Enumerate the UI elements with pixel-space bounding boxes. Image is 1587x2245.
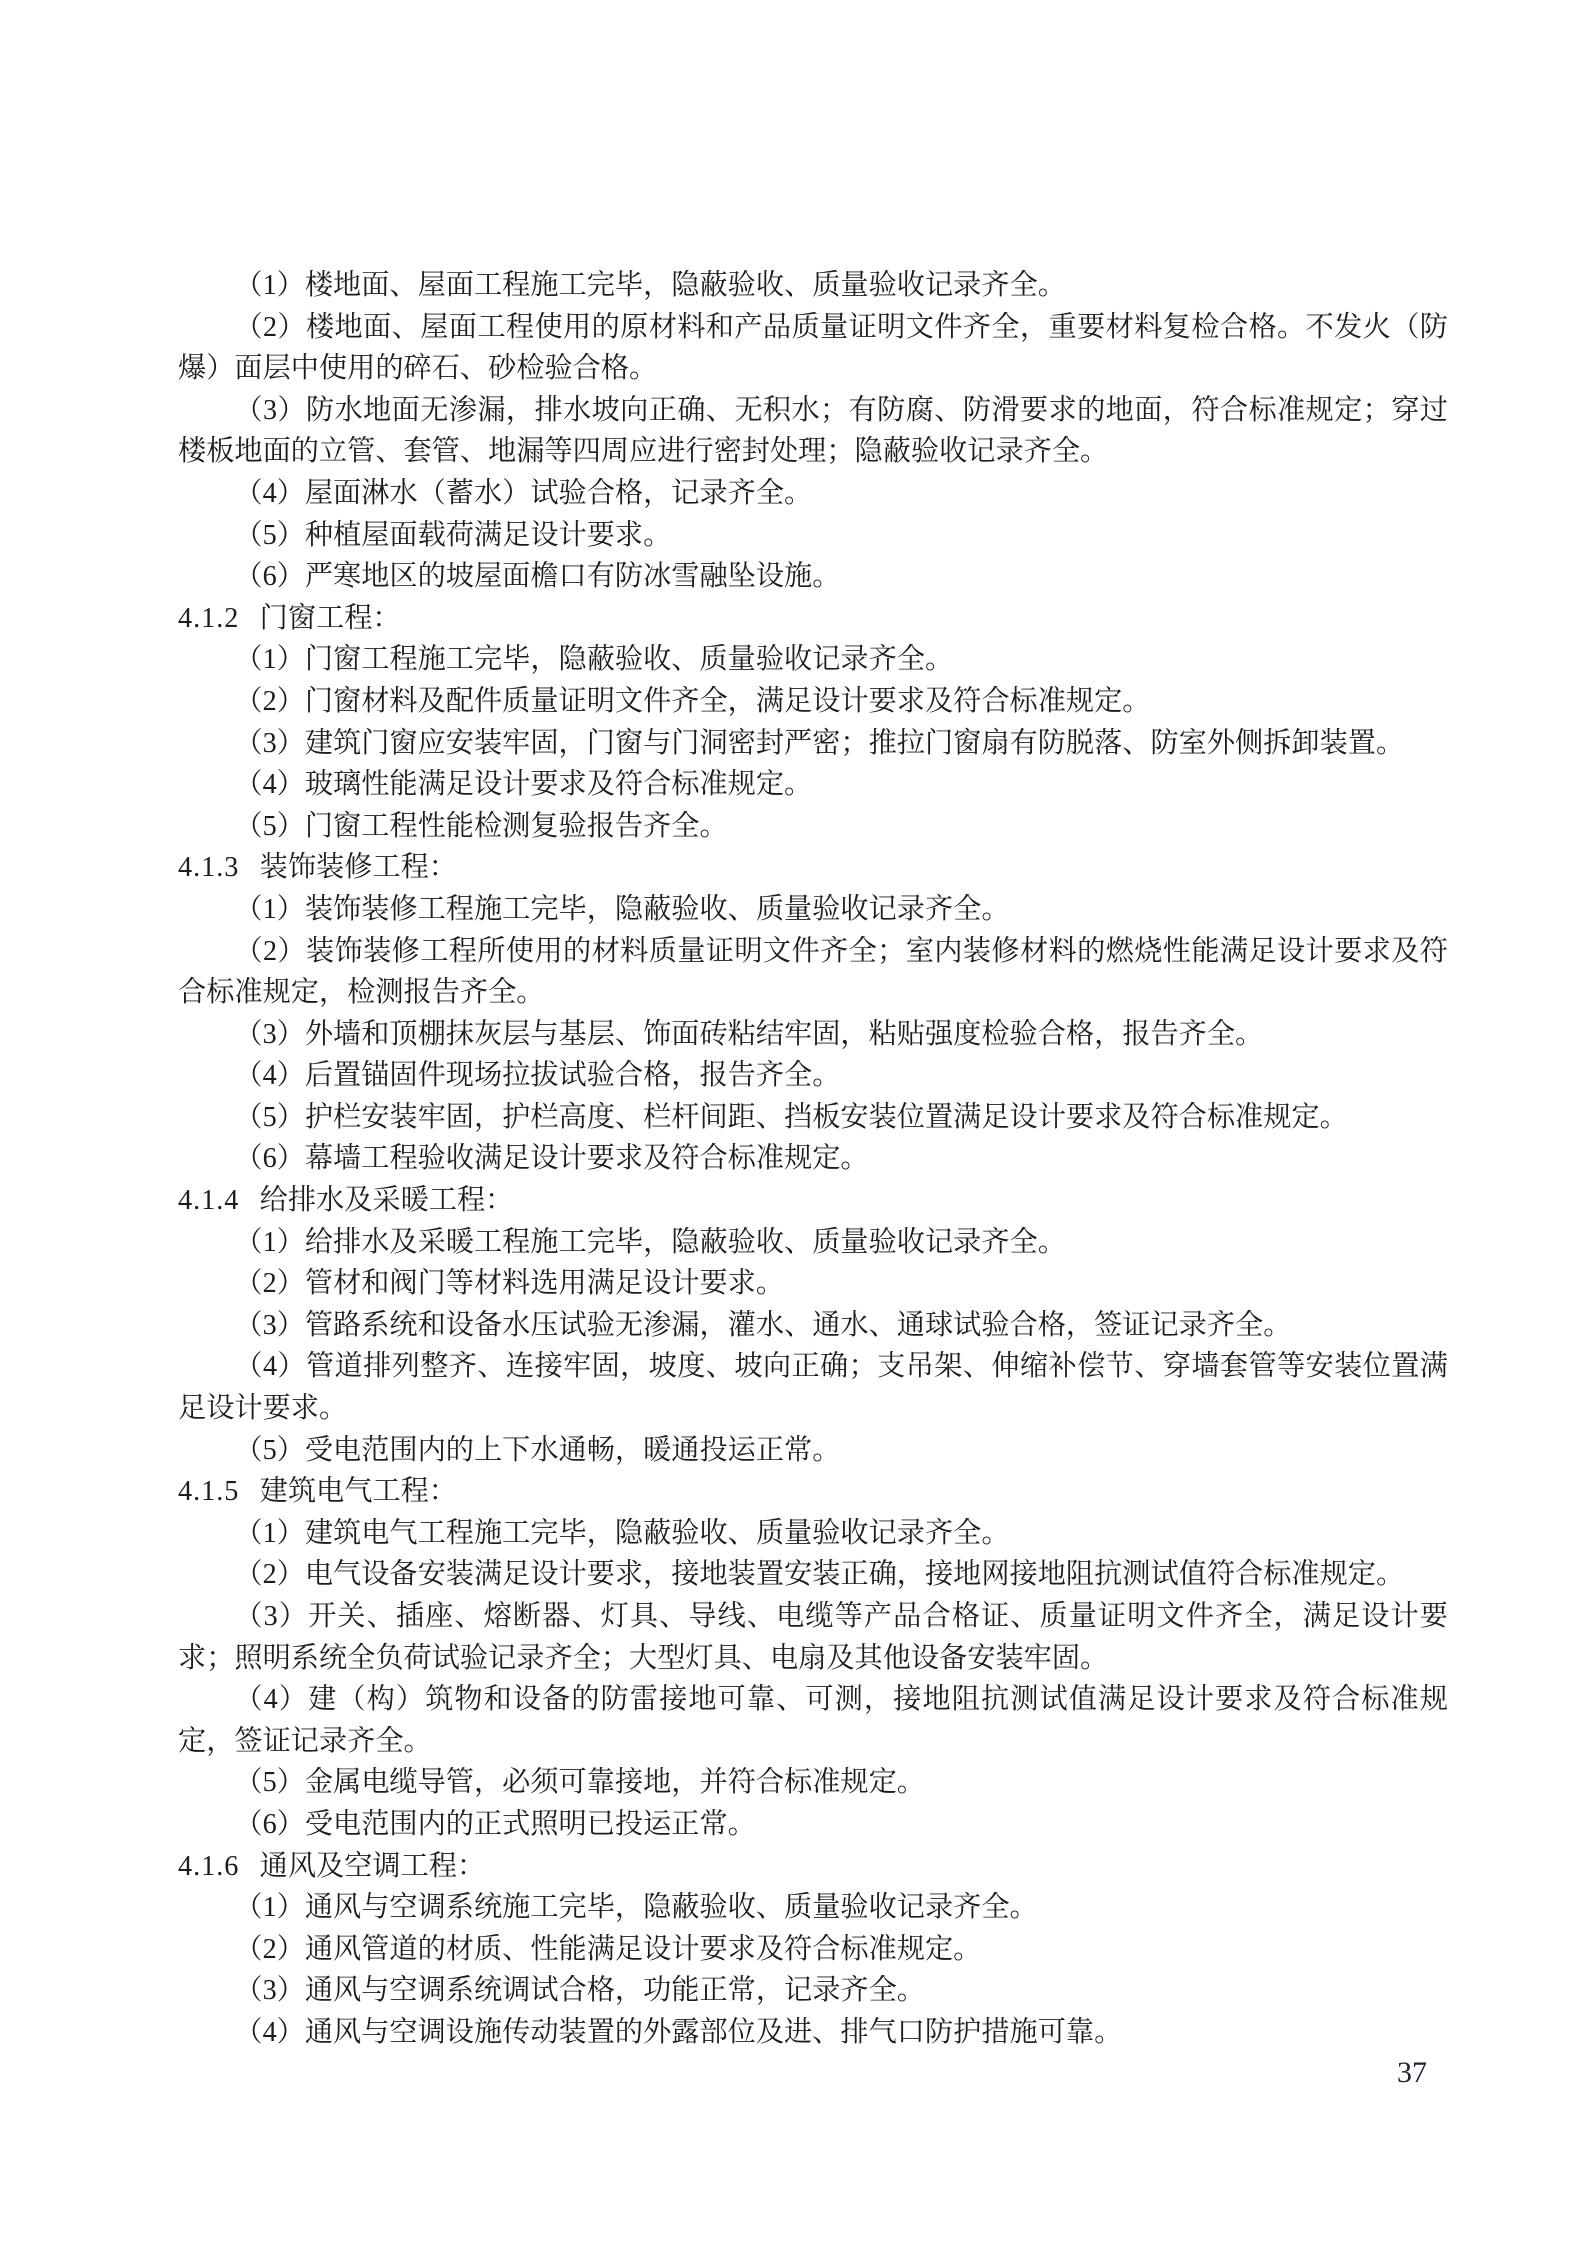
page-number: 37: [1397, 2056, 1427, 2089]
section-title: 给排水及采暖工程：: [259, 1185, 514, 1217]
clause-item: （4）屋面淋水（蓄水）试验合格，记录齐全。: [234, 477, 813, 509]
clause-item: （3）建筑门窗应安装牢固，门窗与门洞密封严密；推拉门窗扇有防脱落、防室外侧拆卸装置。: [234, 727, 1405, 759]
section-heading: [178, 598, 1448, 640]
section-heading: [178, 847, 1448, 889]
clause-item: （3）通风与空调系统调试合格，功能正常，记录齐全。: [234, 1975, 925, 2007]
clause-item: （1）楼地面、屋面工程施工完毕，隐蔽验收、质量验收记录齐全。: [234, 270, 1066, 301]
clause-item: （3）管路系统和设备水压试验无渗漏，灌水、通水、通球试验合格，签证记录齐全。: [234, 1309, 1292, 1341]
clause-item: （6）严寒地区的坡屋面檐口有防冰雪融坠设施。: [234, 561, 841, 593]
clause-item: （5）种植屋面载荷满足设计要求。: [234, 519, 672, 551]
clause-item: （2）楼地面、屋面工程使用的原材料和产品质量证明文件齐全，重要材料复检合格。不发火（防爆）面层中使用的碎石、砂检验合格。: [178, 311, 1448, 385]
section-heading: [178, 1846, 1448, 1888]
clause-item: （6）受电范围内的正式照明已投运正常。: [234, 1808, 756, 1840]
section-heading: [178, 1180, 1448, 1222]
clause-item: （1）装饰装修工程施工完毕，隐蔽验收、质量验收记录齐全。: [234, 893, 1010, 925]
clause-item: （4）玻璃性能满足设计要求及符合标准规定。: [234, 769, 813, 801]
clause-item: （4）通风与空调设施传动装置的外露部位及进、排气口防护措施可靠。: [234, 2016, 1123, 2048]
clause-item: （4）建（构）筑物和设备的防雷接地可靠、可测，接地阻抗测试值满足设计要求及符合标准规定，签证记录齐全。: [178, 1684, 1448, 1757]
clause-item: （2）电气设备安装满足设计要求，接地装置安装正确，接地网接地阻抗测试值符合标准规定。: [234, 1559, 1405, 1591]
section-number: 4.1.4: [178, 1185, 240, 1217]
clause-item: （5）护栏安装牢固，护栏高度、栏杆间距、挡板安装位置满足设计要求及符合标准规定。: [234, 1101, 1348, 1133]
clause-item: （3）外墙和顶棚抹灰层与基层、饰面砖粘结牢固，粘贴强度检验合格，报告齐全。: [234, 1018, 1264, 1050]
section-heading: [178, 1471, 1448, 1513]
clause-item: （5）金属电缆导管，必须可靠接地，并符合标准规定。: [234, 1767, 925, 1799]
clause-item: （4）管道排列整齐、连接牢固，坡度、坡向正确；支吊架、伸缩补偿节、穿墙套管等安装位置满足设计要求。: [178, 1351, 1448, 1425]
section-number: 4.1.3: [178, 852, 240, 884]
section-title: 建筑电气工程：: [259, 1476, 457, 1508]
clause-item: （5）门窗工程性能检测复验报告齐全。: [234, 810, 728, 842]
section-title: 门窗工程：: [259, 602, 401, 634]
clause-item: （1）通风与空调系统施工完毕，隐蔽验收、质量验收记录齐全。: [234, 1892, 1038, 1924]
clause-item: （2）通风管道的材质、性能满足设计要求及符合标准规定。: [234, 1933, 982, 1965]
clause-item: （3）开关、插座、熔断器、灯具、导线、电缆等产品合格证、质量证明文件齐全，满足设计要求；照明系统全负荷试验记录齐全；大型灯具、电扇及其他设备安装牢固。: [178, 1601, 1448, 1674]
clause-item: （6）幕墙工程验收满足设计要求及符合标准规定。: [234, 1143, 869, 1175]
clause-item: （3）防水地面无渗漏，排水坡向正确、无积水；有防腐、防滑要求的地面，符合标准规定；穿过楼板地面的立管、套管、地漏等四周应进行密封处理；隐蔽验收记录齐全。: [178, 394, 1448, 468]
clause-item: （1）给排水及采暖工程施工完毕，隐蔽验收、质量验收记录齐全。: [234, 1226, 1066, 1258]
clause-item: （1）门窗工程施工完毕，隐蔽验收、质量验收记录齐全。: [234, 644, 954, 676]
document-body: [178, 265, 1448, 2054]
clause-item: （5）受电范围内的上下水通畅，暖通投运正常。: [234, 1434, 841, 1466]
clause-item: （2）门窗材料及配件质量证明文件齐全，满足设计要求及符合标准规定。: [234, 685, 1151, 717]
section-number: 4.1.5: [178, 1476, 240, 1508]
clause-item: （2）装饰装修工程所使用的材料质量证明文件齐全；室内装修材料的燃烧性能满足设计要求及符合标准规定，检测报告齐全。: [178, 935, 1448, 1009]
section-number: 4.1.2: [178, 602, 240, 634]
clause-item: （2）管材和阀门等材料选用满足设计要求。: [234, 1268, 785, 1300]
section-title: 装饰装修工程：: [259, 852, 457, 884]
clause-item: （1）建筑电气工程施工完毕，隐蔽验收、质量验收记录齐全。: [234, 1517, 1010, 1549]
section-title: 通风及空调工程：: [259, 1850, 486, 1882]
section-number: 4.1.6: [178, 1850, 240, 1882]
clause-item: （4）后置锚固件现场拉拔试验合格，报告齐全。: [234, 1060, 841, 1092]
